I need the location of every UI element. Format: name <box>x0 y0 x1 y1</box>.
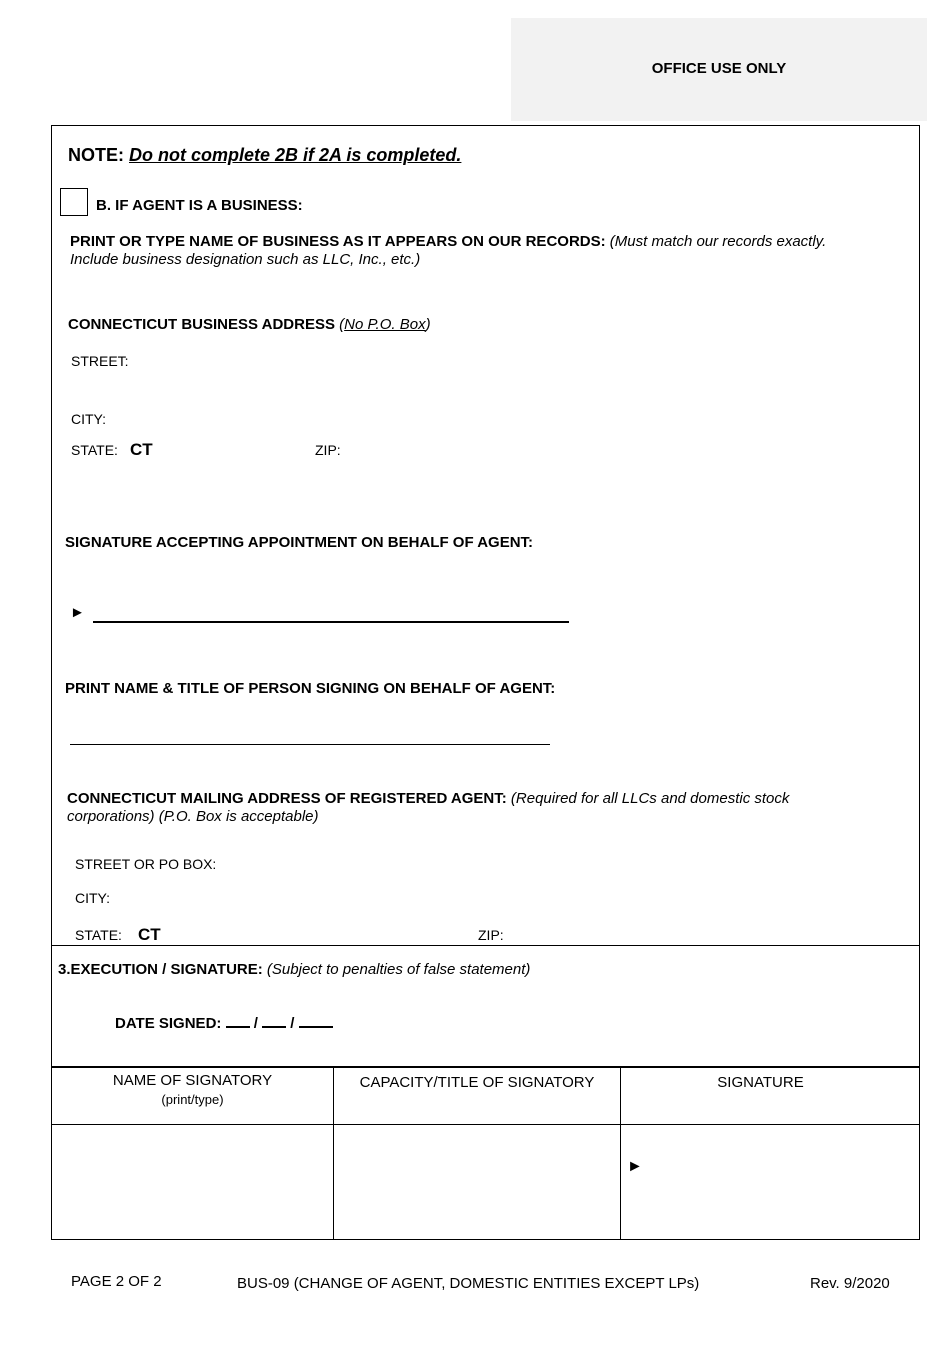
signatory-capacity-cell[interactable] <box>334 1125 620 1239</box>
no-po-box-note: No P.O. Box <box>344 316 426 333</box>
arrow-icon: ► <box>70 604 85 621</box>
office-use-label: OFFICE USE ONLY <box>651 60 787 77</box>
footer-rev: Rev. 9/2020 <box>810 1275 890 1292</box>
col-header-capacity: CAPACITY/TITLE OF SIGNATORY <box>359 1074 595 1091</box>
note-prefix: NOTE: <box>68 145 124 165</box>
agent-signature-label: SIGNATURE ACCEPTING APPOINTMENT ON BEHALF OF AGENT: <box>65 534 534 551</box>
date-day-field[interactable] <box>262 1012 286 1028</box>
section-b-heading: B. IF AGENT IS A BUSINESS: <box>96 197 303 214</box>
note <box>68 145 461 166</box>
zip-label: ZIP: <box>315 442 341 458</box>
signatory-name-cell[interactable] <box>52 1125 333 1239</box>
mail-state-value: CT <box>138 925 161 944</box>
mail-zip-label: ZIP: <box>478 927 504 943</box>
mail-city-label: CITY: <box>75 890 111 906</box>
print-name-title-line[interactable] <box>70 744 550 745</box>
col-header-name: NAME OF SIGNATORY (print/type) <box>112 1072 273 1107</box>
signatory-signature-cell[interactable] <box>621 1125 919 1239</box>
city-label: CITY: <box>71 411 107 427</box>
col-header-signature: SIGNATURE <box>717 1074 804 1091</box>
date-signed-label: DATE SIGNED: <box>115 1015 222 1032</box>
state-value: CT <box>130 440 153 459</box>
signature-arrow-icon: ► <box>627 1158 643 1175</box>
business-name-label: PRINT OR TYPE NAME OF BUSINESS AS IT APPEARS ON OUR RECORDS: (Must match our records exactly. Include business designation such as LLC, Inc., etc.) <box>70 233 827 268</box>
execution-heading: 3.EXECUTION / SIGNATURE: (Subject to penalties of false statement) <box>58 961 531 978</box>
footer-form: BUS-09 (CHANGE OF AGENT, DOMESTIC ENTITIES EXCEPT LPs) <box>237 1275 700 1292</box>
date-year-field[interactable] <box>299 1012 333 1028</box>
mailing-address-heading: CONNECTICUT MAILING ADDRESS OF REGISTERED AGENT: (Required for all LLCs and domestic stock corporations) (P.O. Box is acceptable) <box>67 790 790 825</box>
agent-signature-line[interactable] <box>93 621 569 623</box>
street-label: STREET: <box>71 353 129 369</box>
footer-page: PAGE 2 OF 2 <box>71 1273 162 1290</box>
business-address-heading: CONNECTICUT BUSINESS ADDRESS (No P.O. Box) <box>68 316 431 333</box>
note-text: Do not complete 2B if 2A is completed. <box>129 145 462 165</box>
mail-state-label: STATE: <box>75 927 122 943</box>
section-divider <box>51 945 920 946</box>
date-month-field[interactable] <box>226 1012 250 1028</box>
state-label: STATE: <box>71 442 118 458</box>
mail-street-label: STREET OR PO BOX: <box>75 856 217 872</box>
table-top-border <box>51 1066 920 1068</box>
print-name-title-label: PRINT NAME & TITLE OF PERSON SIGNING ON BEHALF OF AGENT: <box>65 680 556 697</box>
date-signed: DATE SIGNED: / / <box>115 1012 333 1032</box>
agent-is-business-checkbox[interactable] <box>60 188 88 216</box>
